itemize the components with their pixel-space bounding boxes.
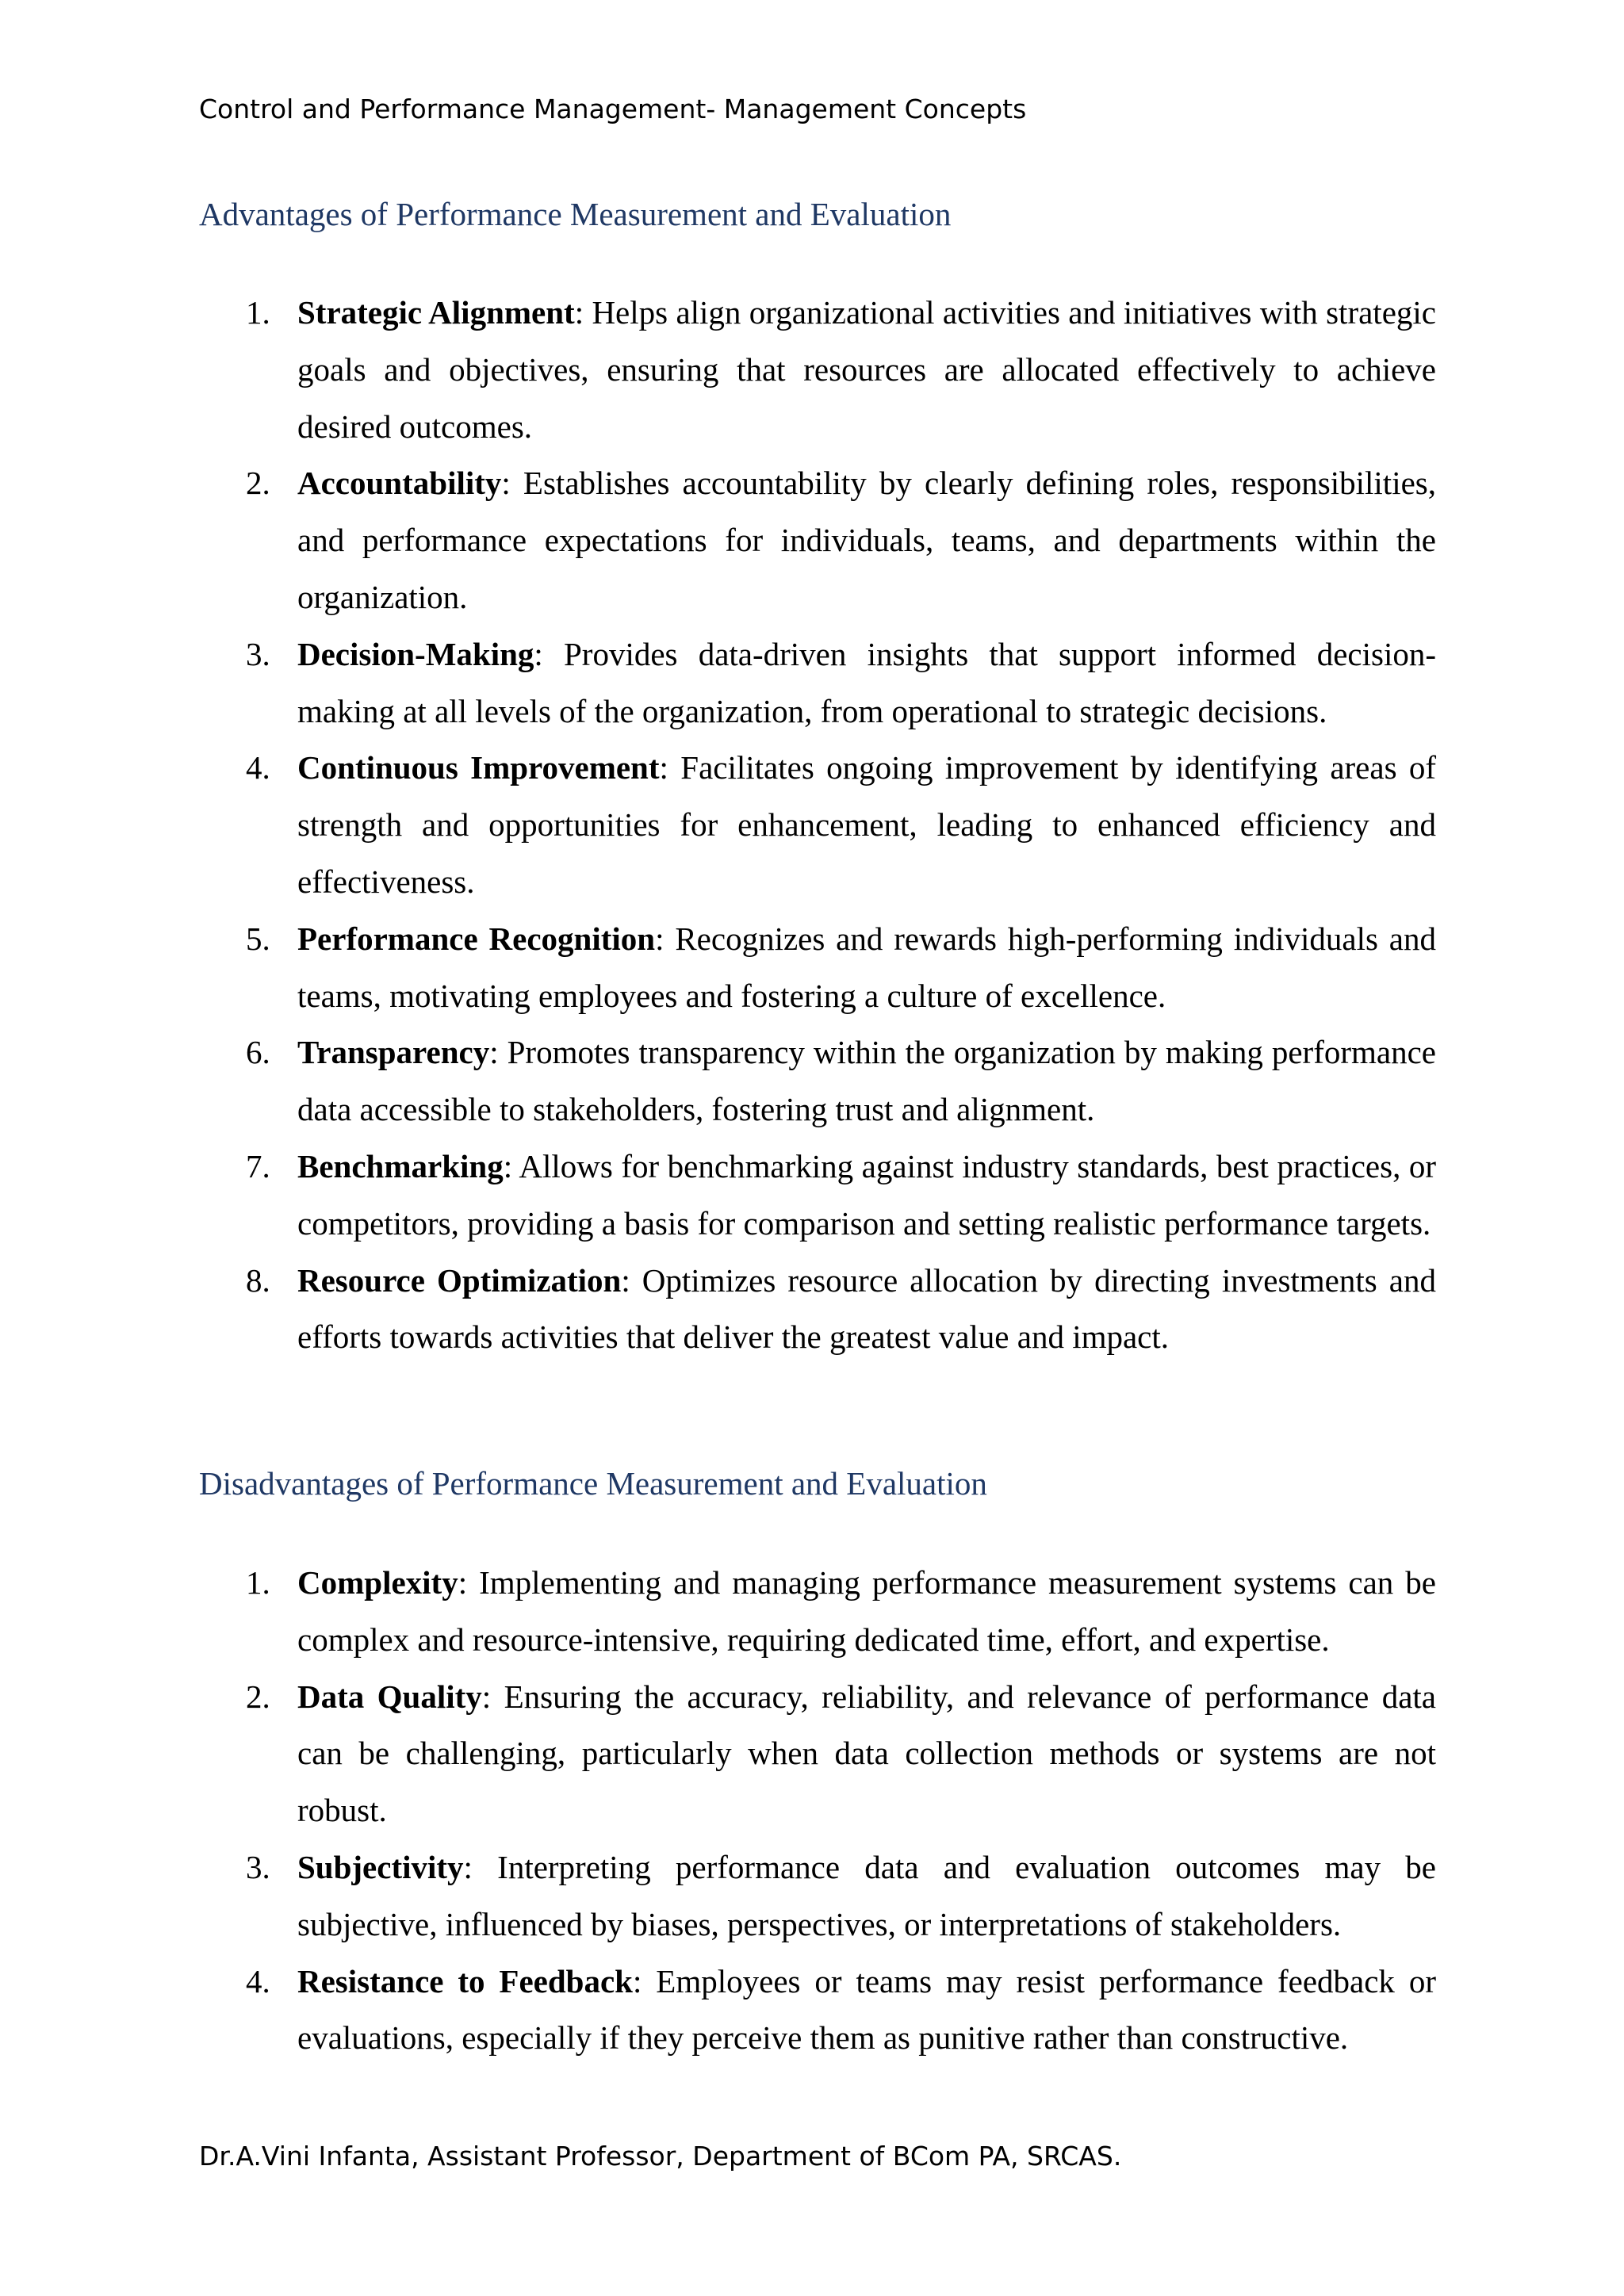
item-separator: : <box>655 920 665 957</box>
item-number: 2. <box>246 465 270 502</box>
item-term: Complexity <box>297 1564 458 1601</box>
list-item <box>199 455 1436 626</box>
list-item <box>199 626 1436 740</box>
list-item <box>199 740 1436 910</box>
list-item <box>199 911 1436 1025</box>
item-separator: : <box>659 749 668 786</box>
item-number: 1. <box>246 1564 270 1601</box>
list-item <box>199 1669 1436 1839</box>
item-term: Performance Recognition <box>297 920 656 957</box>
item-separator: : <box>632 1962 642 1999</box>
item-text: Recognizes and rewards high-performing individuals and teams, motivating employees and fostering a culture of excellence. <box>297 920 1437 1014</box>
item-number: 6. <box>246 1034 270 1071</box>
item-text: Establishes accountability by clearly defining roles, responsibilities, and performance expectations for individuals, teams, and departments within the organization. <box>297 465 1436 615</box>
item-text: Provides data-driven insights that support informed decision-making at all levels of the organization, from operational to strategic decisions. <box>297 635 1436 729</box>
disadvantages-list <box>199 1555 1436 2067</box>
disadvantages-heading: Disadvantages of Performance Measurement and Evaluation <box>199 1465 987 1502</box>
item-term: Continuous Improvement <box>297 749 660 786</box>
item-text: Helps align organizational activities and initiatives with strategic goals and objectives, ensuring that resources are allocated effectively to achieve desired outcomes. <box>297 294 1436 445</box>
list-item <box>199 1138 1436 1253</box>
item-separator: : <box>463 1848 473 1885</box>
item-text: Ensuring the accuracy, reliability, and relevance of performance data can be challenging, particularly when data collection methods or systems are not robust. <box>297 1678 1436 1829</box>
item-number: 7. <box>246 1147 270 1184</box>
item-text: Allows for benchmarking against industry standards, best practices, or competitors, providing a basis for comparison and setting realistic performance targets. <box>297 1147 1436 1242</box>
item-term: Strategic Alignment <box>297 294 575 331</box>
item-number: 8. <box>246 1261 270 1299</box>
item-text: Facilitates ongoing improvement by identifying areas of strength and opportunities for enhancement, leading to enhanced efficiency and effectiveness. <box>297 749 1437 900</box>
item-term: Accountability <box>297 465 502 502</box>
item-term: Transparency <box>297 1034 490 1071</box>
list-item <box>199 1839 1436 1954</box>
item-separator: : <box>503 1147 513 1184</box>
item-number: 3. <box>246 1848 270 1885</box>
item-term: Subjectivity <box>297 1848 464 1885</box>
advantages-heading: Advantages of Performance Measurement and Evaluation <box>199 196 952 232</box>
list-item <box>199 1954 1436 2068</box>
page-footer: Dr.A.Vini Infanta, Assistant Professor, Department of BCom PA, SRCAS. <box>199 2141 1122 2172</box>
item-separator: : <box>489 1034 499 1071</box>
list-item <box>199 1253 1436 1367</box>
item-term: Resistance to Feedback <box>297 1962 633 1999</box>
item-separator: : <box>534 635 543 672</box>
item-text: Optimizes resource allocation by directing investments and efforts towards activities that deliver the greatest value and impact. <box>297 1261 1436 1356</box>
item-separator: : <box>574 294 584 331</box>
list-item <box>199 1555 1436 1669</box>
list-item <box>199 1024 1436 1138</box>
item-number: 5. <box>246 920 270 957</box>
item-term: Data Quality <box>297 1678 482 1715</box>
item-text: Interpreting performance data and evaluation outcomes may be subjective, influenced by biases, perspectives, or interpretations of stakeholders. <box>297 1848 1436 1942</box>
item-separator: : <box>458 1564 468 1601</box>
item-number: 1. <box>246 294 270 331</box>
item-number: 2. <box>246 1678 270 1715</box>
page-header: Control and Performance Management- Management Concepts <box>199 94 1027 124</box>
item-term: Decision-Making <box>297 635 534 672</box>
item-term: Benchmarking <box>297 1147 504 1184</box>
item-separator: : <box>481 1678 492 1715</box>
item-number: 4. <box>246 749 270 786</box>
item-text: Promotes transparency within the organization by making performance data accessible to stakeholders, fostering trust and alignment. <box>297 1034 1436 1128</box>
advantages-list <box>199 285 1436 1366</box>
item-text: Implementing and managing performance measurement systems can be complex and resource-intensive, requiring dedicated time, effort, and expertise. <box>297 1564 1436 1658</box>
item-number: 4. <box>246 1962 270 1999</box>
item-term: Resource Optimization <box>297 1261 622 1299</box>
item-number: 3. <box>246 635 270 672</box>
list-item <box>199 285 1436 455</box>
item-separator: : <box>501 465 511 502</box>
item-text: Employees or teams may resist performance feedback or evaluations, especially if they perceive them as punitive rather than constructive. <box>297 1962 1436 2057</box>
item-separator: : <box>621 1261 630 1299</box>
